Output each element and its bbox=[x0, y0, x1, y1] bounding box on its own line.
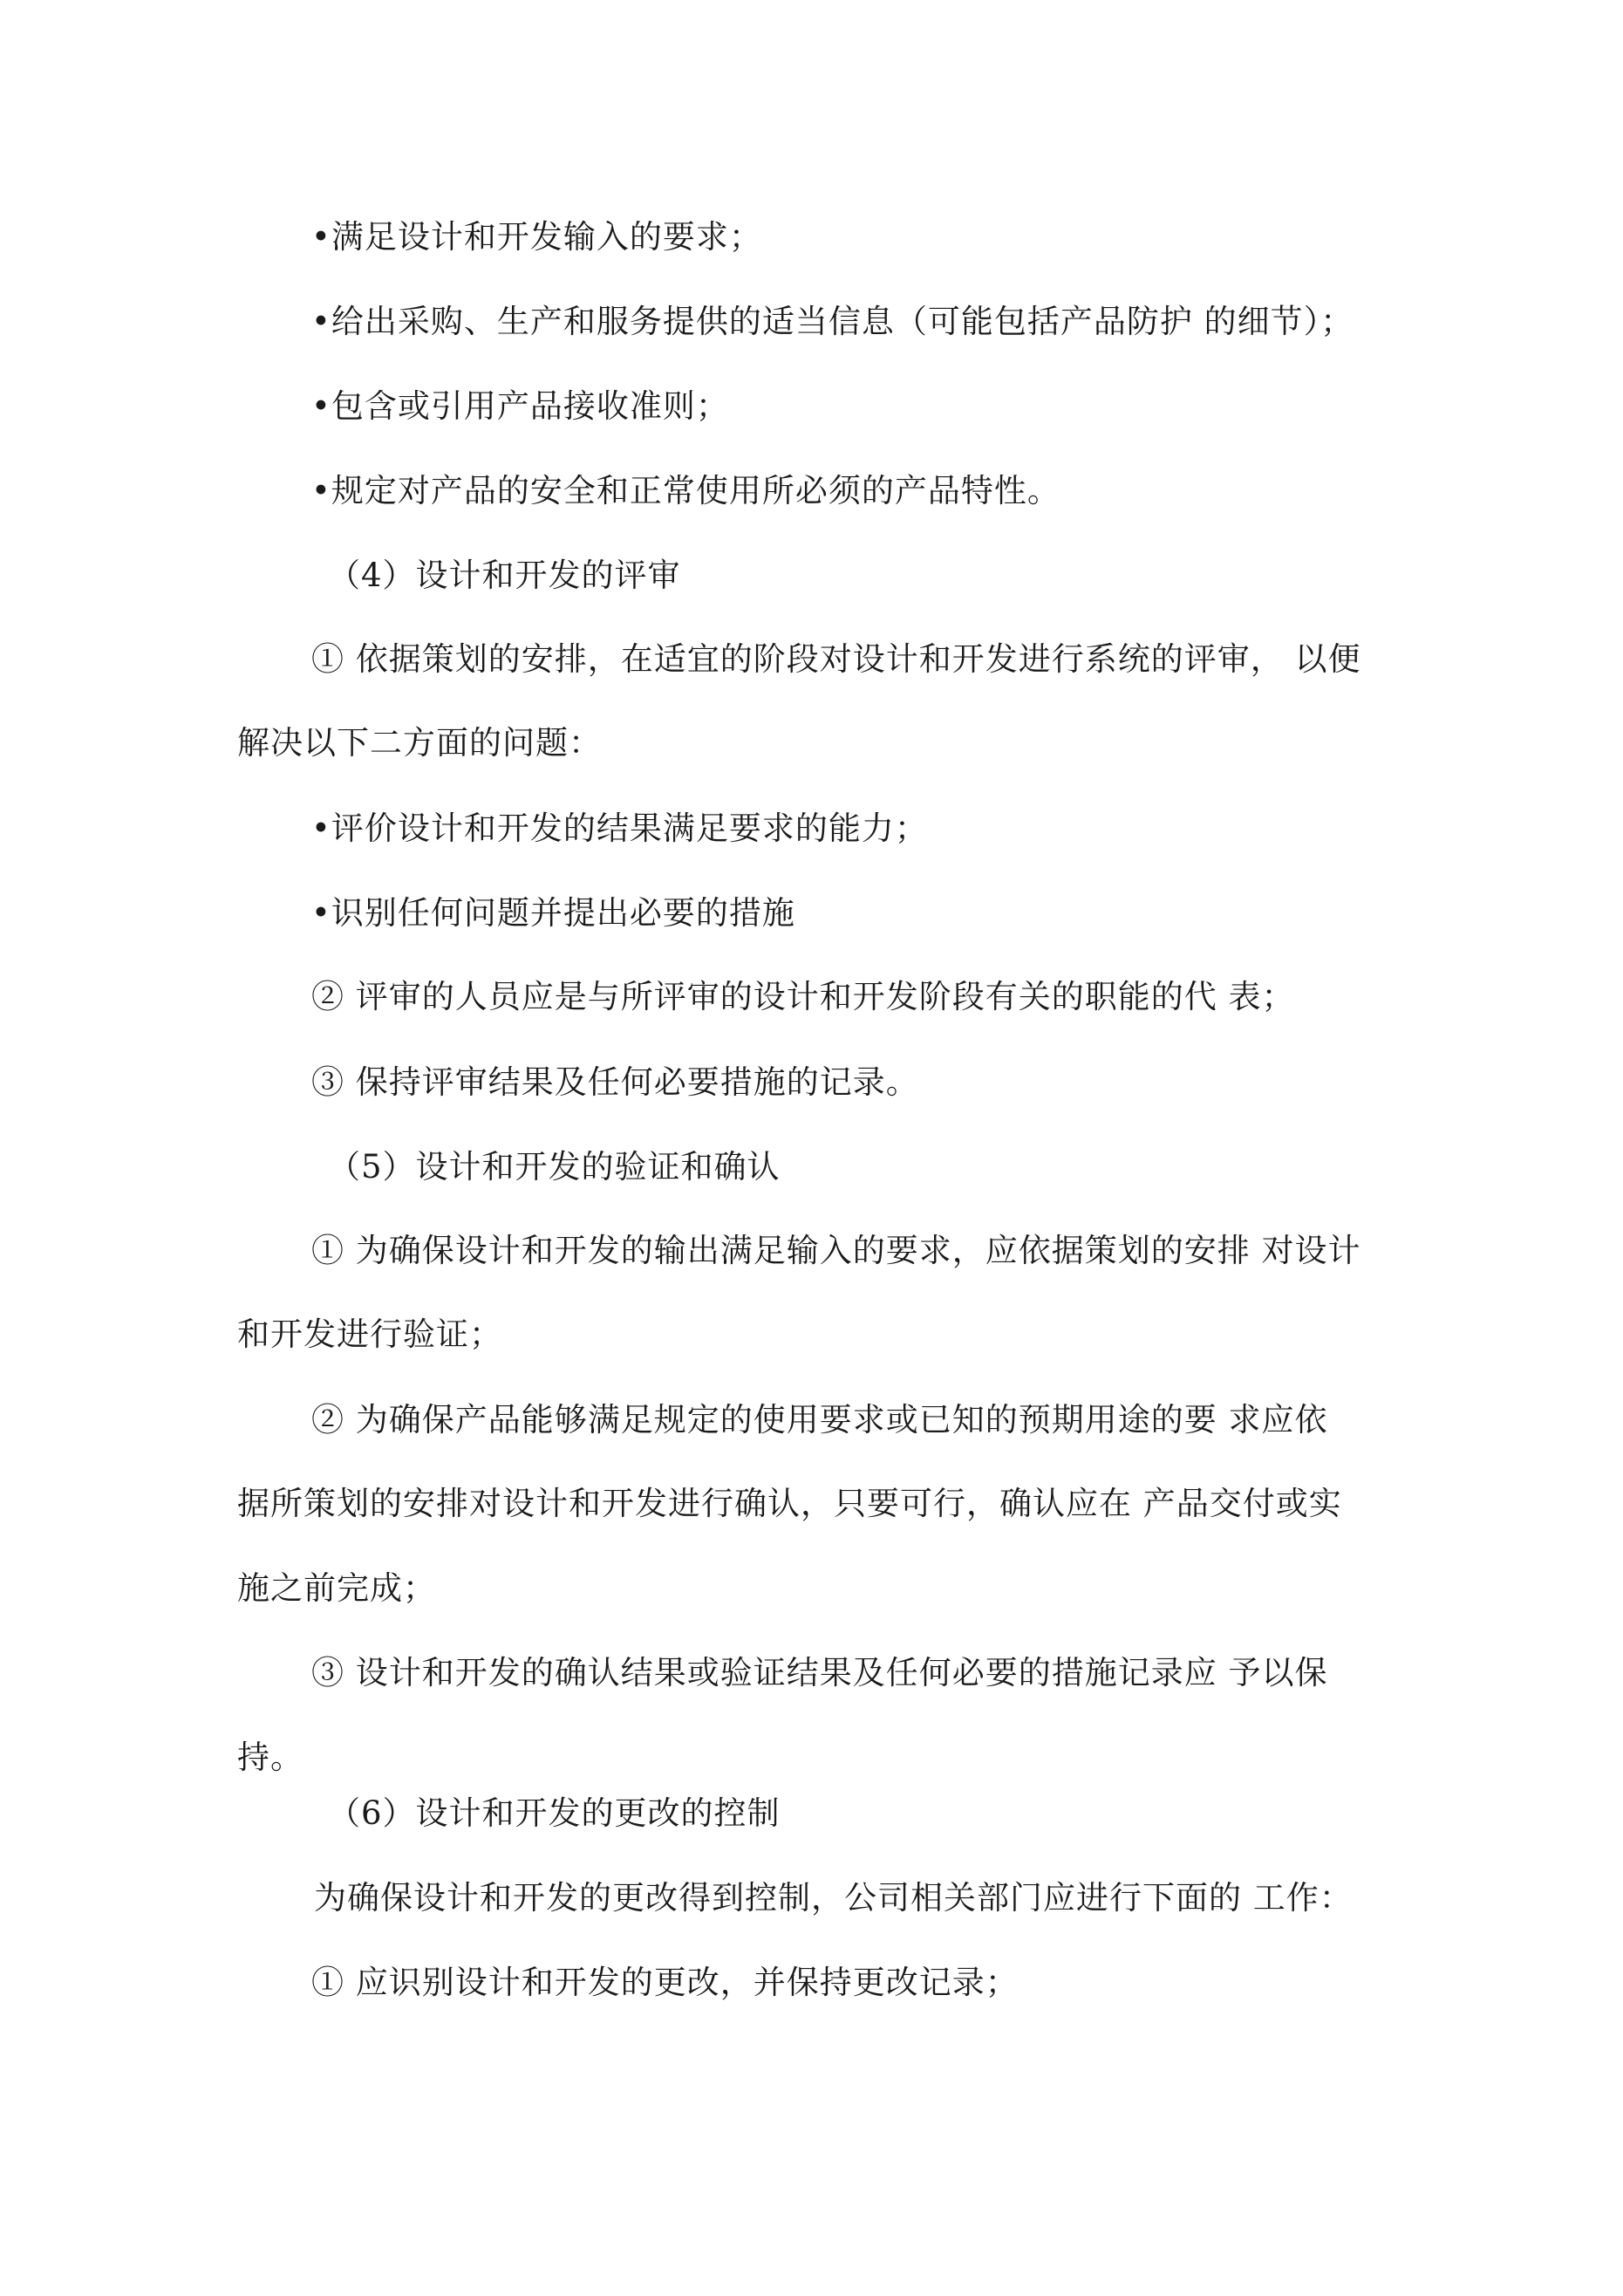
continuation-line: 解决以下二方面的问题： bbox=[237, 724, 602, 762]
continuation-line: 据所策划的安排对设计和开发进行确认，只要可行，确认应在 产品交付或实 bbox=[237, 1485, 1342, 1522]
bullet-line: •规定对产品的安全和正常使用所必须的产品特性。 bbox=[311, 472, 1060, 509]
numbered-item: ① 为确保设计和开发的输出满足输入的要求，应依据策划的安排 对设计 bbox=[311, 1232, 1361, 1269]
section-heading: （4）设计和开发的评审 bbox=[328, 557, 681, 594]
section-heading: （5）设计和开发的验证和确认 bbox=[328, 1148, 781, 1186]
numbered-item: ② 评审的人员应是与所评审的设计和开发阶段有关的职能的代 表； bbox=[311, 978, 1295, 1015]
continuation-line: 持。 bbox=[237, 1739, 303, 1776]
bullet-line: •包含或引用产品接收准则； bbox=[311, 387, 729, 425]
paragraph-line: 为确保设计和开发的更改得到控制，公司相关部门应进行下面的 工作： bbox=[314, 1879, 1353, 1917]
numbered-item: ② 为确保产品能够满足规定的使用要求或已知的预期用途的要 求应依 bbox=[311, 1401, 1328, 1438]
numbered-item: ① 应识别设计和开发的更改，并保持更改记录； bbox=[311, 1964, 1019, 2001]
numbered-item: ③ 设计和开发的确认结果或验证结果及任何必要的措施记录应 予以保 bbox=[311, 1654, 1328, 1691]
bullet-line: •满足设计和开发输入的要求； bbox=[311, 218, 762, 256]
continuation-line: 施之前完成； bbox=[237, 1569, 436, 1607]
numbered-item: ③ 保持评审结果及任何必要措施的记录。 bbox=[311, 1063, 919, 1101]
bullet-line: •识别任何问题并提出必要的措施 bbox=[311, 894, 795, 932]
bullet-line: •评价设计和开发的结果满足要求的能力； bbox=[311, 810, 928, 847]
section-heading: （6）设计和开发的更改的控制 bbox=[328, 1794, 781, 1832]
continuation-line: 和开发进行验证； bbox=[237, 1315, 502, 1353]
bullet-line: •给出采购、生产和服务提供的适当信息（可能包括产品防护 的细节）； bbox=[311, 303, 1354, 340]
numbered-item: ① 依据策划的安排，在适宜的阶段对设计和开发进行系统的评审， 以便 bbox=[311, 640, 1361, 678]
